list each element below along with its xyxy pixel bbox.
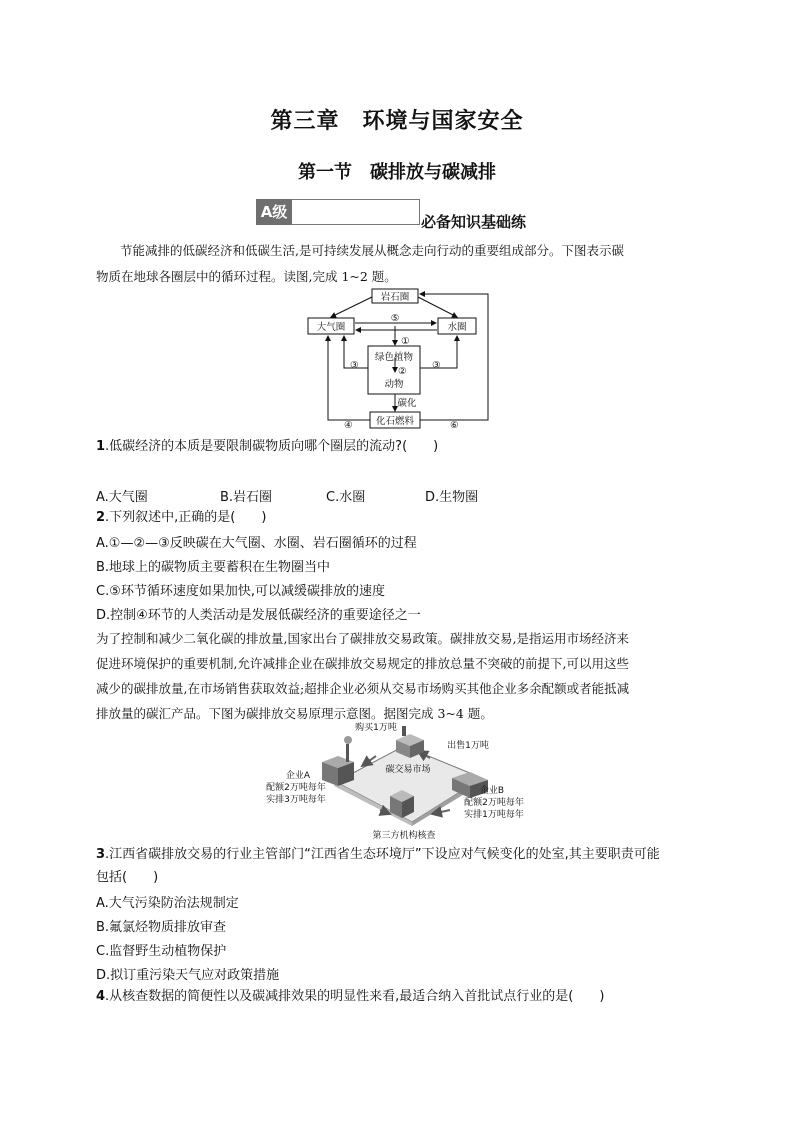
level-title: 必备知识基础练 [421, 213, 527, 231]
carbonize-label: 碳化 [397, 398, 417, 409]
company-b-actual: 实排1万吨每年 [464, 810, 524, 820]
intro-paragraph-1-line-1: 节能减排的低碳经济和低碳生活,是可持续发展从概念走向行动的重要组成部分。下图表示碳 [120, 243, 624, 258]
step-3-left-label: ③ [350, 360, 359, 371]
question-4: 4.从核查数据的简便性以及碳减排效果的明显性来看,最适合纳入首批试点行业的是( ) [96, 989, 605, 1004]
atmosphere-label: 大气圈 [316, 322, 346, 333]
q2-option-b[interactable]: B.地球上的碳物质主要蓄积在生物圈当中 [96, 560, 331, 575]
q1-option-a[interactable]: A.大气圈 [96, 490, 148, 505]
section-title: 第一节 碳排放与碳减排 [298, 162, 496, 183]
carbon-cycle-diagram [300, 288, 500, 434]
question-3-line-1: 3.江西省碳排放交易的行业主管部门“江西省生态环境厅”下设应对气候变化的处室,其主要职责可能 [96, 847, 660, 862]
company-a-quota: 配额2万吨每年 [266, 783, 326, 793]
q3-option-b[interactable]: B.氟氯烃物质排放审查 [96, 920, 227, 935]
third-party-building [390, 790, 414, 818]
company-a-actual: 实排3万吨每年 [266, 795, 326, 805]
q1-option-c[interactable]: C.水圈 [326, 490, 366, 505]
rock-sphere-label: 岩石圈 [380, 292, 410, 303]
question-1: 1.低碳经济的本质是要限制碳物质向哪个圈层的流动?( ) [96, 439, 439, 454]
carbon-market-building [396, 726, 424, 758]
intro-paragraph-2-line-2: 促进环境保护的重要机制,允许减排企业在碳排放交易规定的排放总量不突破的前提下,可以用这些 [96, 656, 629, 671]
intro-paragraph-1-line-2: 物质在地球各圈层中的循环过程。读图,完成 1~2 题。 [96, 269, 397, 284]
company-b-quota: 配额2万吨每年 [464, 798, 524, 808]
step-6-label: ⑥ [450, 420, 459, 431]
q3-option-c[interactable]: C.监督野生动植物保护 [96, 944, 227, 959]
company-b-name: 企业B [479, 786, 505, 796]
fossil-fuel-label: 化石燃料 [375, 416, 415, 427]
question-3-line-2: 包括( ) [96, 870, 159, 885]
buy-label: 购买1万吨 [355, 723, 397, 733]
company-a-name: 企业A [285, 771, 311, 781]
carbon-trading-diagram [262, 718, 538, 842]
third-party-label: 第三方机构核查 [372, 831, 436, 841]
intro-paragraph-2-line-1: 为了控制和减少二氧化碳的排放量,国家出台了碳排放交易政策。碳排放交易,是指运用市场经济来 [96, 631, 629, 646]
level-name-field [292, 199, 420, 225]
company-a-building [322, 736, 354, 786]
q2-option-d[interactable]: D.控制④环节的人类活动是发展低碳经济的重要途径之一 [96, 608, 421, 623]
market-label: 碳交易市场 [385, 765, 431, 775]
q1-option-b[interactable]: B.岩石圈 [220, 490, 273, 505]
step-3-right-label: ③ [432, 360, 441, 371]
intro-paragraph-2-line-4: 排放量的碳汇产品。下图为碳排放交易原理示意图。据图完成 3~4 题。 [96, 706, 493, 721]
q3-option-d[interactable]: D.拟订重污染天气应对政策措施 [96, 968, 280, 983]
step-5-label: ⑤ [390, 313, 400, 324]
q3-option-a[interactable]: A.大气污染防治法规制定 [96, 896, 239, 911]
step-2-label: ② [398, 366, 407, 377]
level-badge: A级 [256, 199, 292, 225]
step-4-label: ④ [344, 420, 353, 431]
q1-option-d[interactable]: D.生物圈 [425, 490, 479, 505]
question-2: 2.下列叙述中,正确的是( ) [96, 510, 267, 525]
sell-label: 出售1万吨 [447, 741, 489, 751]
q2-option-c[interactable]: C.⑤环节循环速度如果加快,可以减缓碳排放的速度 [96, 584, 385, 599]
green-plants-label: 绿色植物 [374, 352, 414, 363]
step-1-label: ① [401, 336, 410, 347]
chapter-title: 第三章 环境与国家安全 [270, 109, 524, 134]
q2-option-a[interactable]: A.①—②—③反映碳在大气圈、水圈、岩石圈循环的过程 [96, 536, 417, 551]
animals-label: 动物 [384, 379, 404, 390]
water-sphere-label: 水圈 [447, 322, 467, 333]
intro-paragraph-2-line-3: 减少的碳排放量,在市场销售获取效益;超排企业必须从交易市场购买其他企业多余配额或者能抵减 [96, 681, 630, 696]
